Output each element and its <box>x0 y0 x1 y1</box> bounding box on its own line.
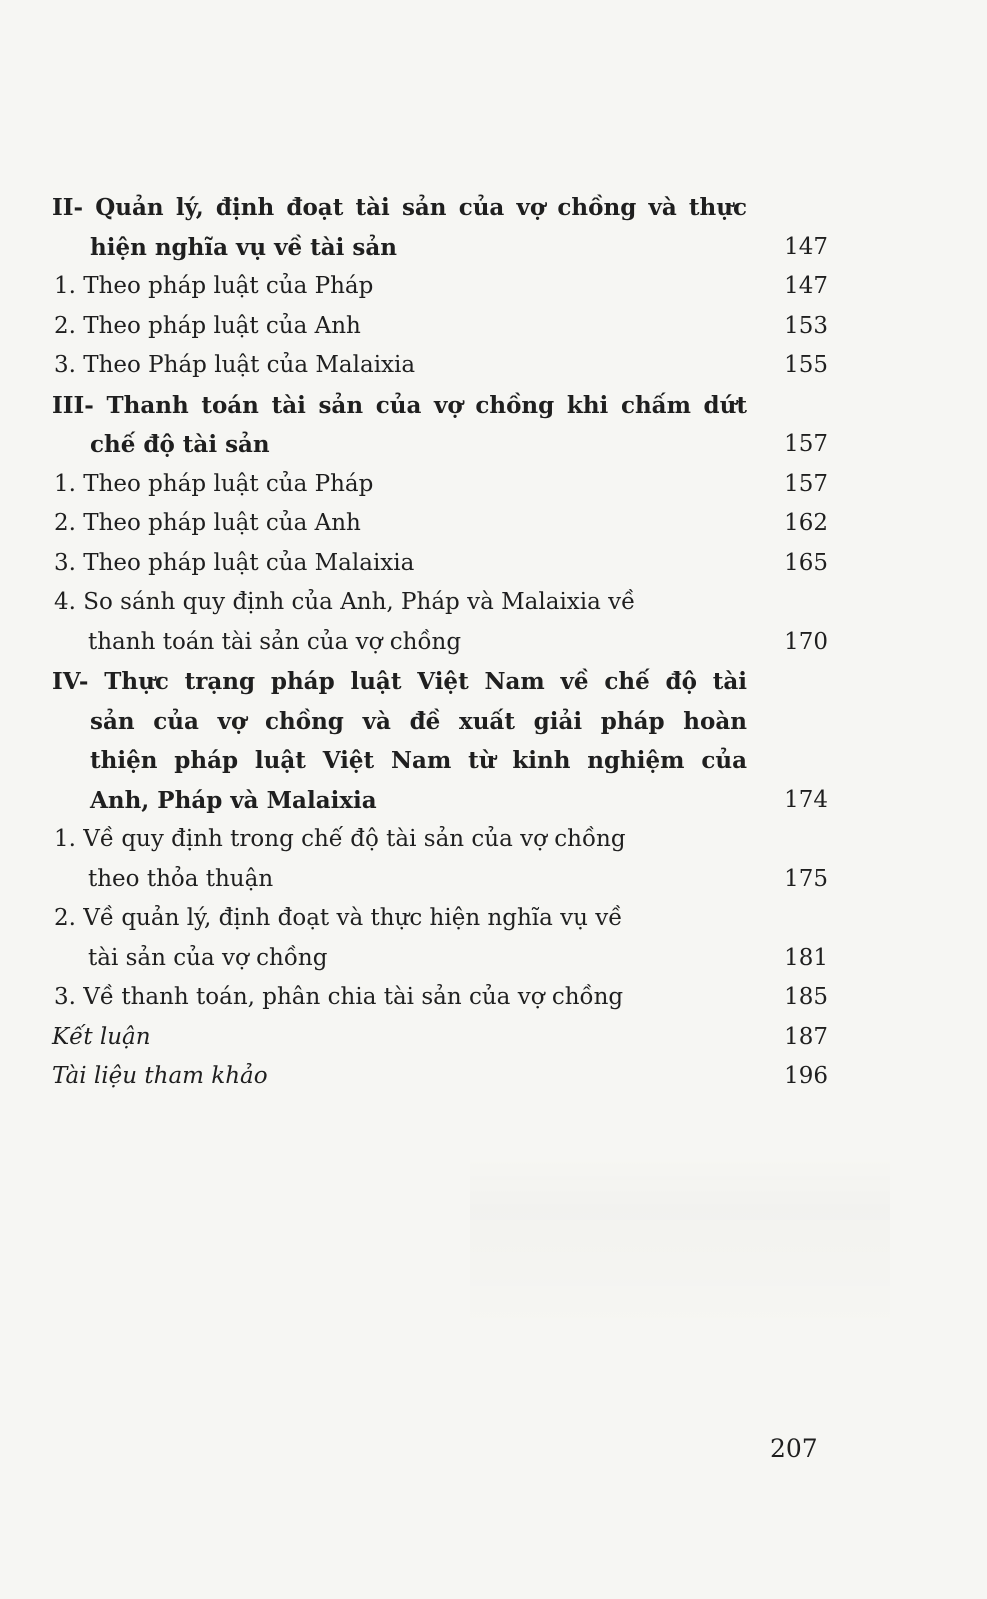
toc-heading-line: III- Thanh toán tài sản của vợ chồng khi chấm dứt <box>52 391 747 419</box>
toc-item <box>52 346 842 386</box>
page-folio-number: 207 <box>770 1434 818 1463</box>
toc-section-iii <box>52 386 842 465</box>
toc-item-text: 2. Về quản lý, định đoạt và thực hiện nghĩa vụ về <box>54 905 623 931</box>
toc-item <box>52 899 842 978</box>
toc-item <box>52 504 842 544</box>
toc-item-text: 1. Theo pháp luật của Pháp <box>54 470 374 497</box>
toc-page-number: 196 <box>784 1063 828 1089</box>
toc-page-number: 157 <box>784 431 828 457</box>
toc-references <box>52 1057 842 1097</box>
toc-item <box>52 820 842 899</box>
toc-page-number: 153 <box>784 312 828 339</box>
toc-page-number: 185 <box>784 984 828 1010</box>
toc-item-text: 1. Theo pháp luật của Pháp <box>54 273 374 299</box>
toc-item <box>52 465 842 505</box>
toc-item <box>52 267 842 307</box>
toc-page-number: 174 <box>784 786 828 813</box>
toc-heading-line: Anh, Pháp và Malaixia <box>90 786 377 814</box>
toc-item-text: thanh toán tài sản của vợ chồng <box>88 628 462 655</box>
toc-section-iv <box>52 662 842 820</box>
toc-item-text: 2. Theo pháp luật của Anh <box>54 510 361 536</box>
toc-page-number: 170 <box>784 628 828 655</box>
toc-item <box>52 978 842 1018</box>
toc-page-number: 181 <box>784 944 828 971</box>
toc-heading-line: sản của vợ chồng và đề xuất giải pháp hoàn <box>90 707 747 735</box>
toc-page-number: 157 <box>784 470 828 497</box>
toc-item-text: tài sản của vợ chồng <box>88 944 328 971</box>
toc-item-text: 3. Theo pháp luật của Malaixia <box>54 549 415 576</box>
toc-item-text: Tài liệu tham khảo <box>52 1063 268 1089</box>
toc-item-text: 1. Về quy định trong chế độ tài sản của vợ chồng <box>54 826 626 852</box>
toc-item-text: 4. So sánh quy định của Anh, Pháp và Malaixia về <box>54 589 636 615</box>
table-of-contents <box>52 188 842 1097</box>
toc-page-number: 187 <box>784 1023 828 1050</box>
toc-heading-line: II- Quản lý, định đoạt tài sản của vợ chồng và thực <box>52 194 747 221</box>
toc-conclusion <box>52 1018 842 1058</box>
toc-item <box>52 544 842 584</box>
toc-page-number: 175 <box>784 865 828 892</box>
toc-heading-line: thiện pháp luật Việt Nam từ kinh nghiệm của <box>90 747 747 774</box>
toc-heading-line: hiện nghĩa vụ về tài sản <box>90 233 397 261</box>
toc-item <box>52 307 842 347</box>
toc-item-text: theo thỏa thuận <box>88 865 274 892</box>
toc-page-number: 155 <box>784 352 828 378</box>
toc-item-text: 3. Về thanh toán, phân chia tài sản của vợ chồng <box>54 984 624 1010</box>
toc-heading-line: IV- Thực trạng pháp luật Việt Nam về chế độ tài <box>52 668 747 695</box>
toc-page-number: 162 <box>784 510 828 536</box>
toc-page-number: 147 <box>784 273 828 299</box>
toc-section-ii <box>52 188 842 267</box>
show-through-shadow <box>470 1155 890 1335</box>
toc-item-text: 2. Theo pháp luật của Anh <box>54 312 361 339</box>
toc-page-number: 147 <box>784 233 828 260</box>
toc-heading-line: chế độ tài sản <box>90 431 270 458</box>
toc-item-text: Kết luận <box>52 1023 151 1050</box>
toc-item-text: 3. Theo Pháp luật của Malaixia <box>54 352 416 378</box>
toc-item <box>52 583 842 662</box>
toc-page-number: 165 <box>784 549 828 576</box>
